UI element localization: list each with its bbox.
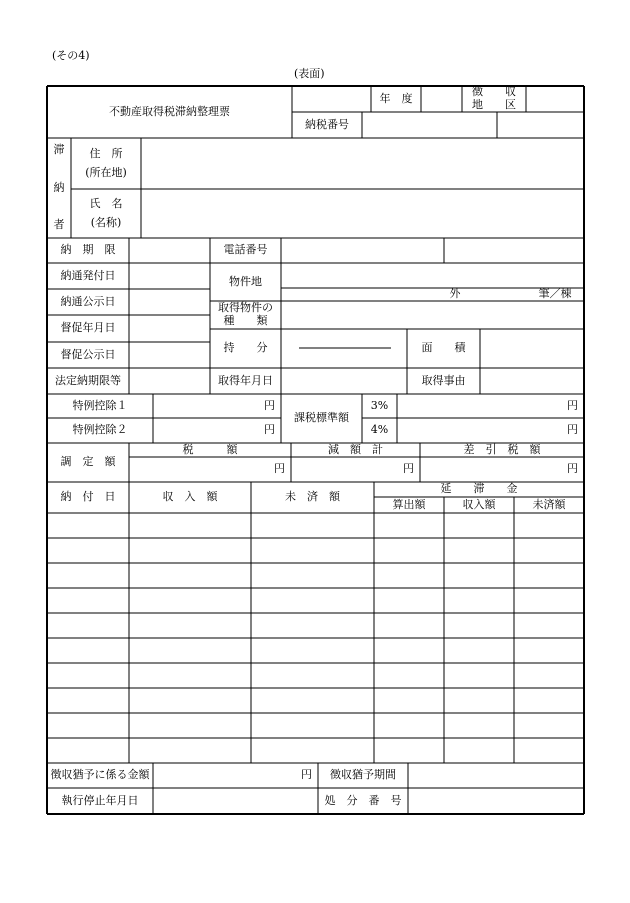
deferral-amount-label: 徴収猶予に係る金額 (50, 768, 150, 782)
delinquent-char-1: 滞 (53, 143, 65, 156)
collection-area-line2: 地 区 (472, 98, 516, 111)
special-deduction-1-label: 特例控除１ (72, 398, 128, 412)
due-date-label: 納 期 限 (60, 243, 116, 257)
delinquent-char-2: 納 (53, 180, 65, 194)
special-deduction-2-label: 特例控除２ (72, 423, 128, 437)
special-deduction-2-yen: 円 (264, 423, 275, 437)
delinquent-party-label (47, 144, 71, 232)
property-type-line1: 取得物件の (218, 301, 273, 315)
tax-amount-yen: 円 (274, 462, 285, 476)
paid-date-header: 納 付 日 (60, 490, 116, 504)
collection-area-line1: 徴 収 (472, 85, 516, 99)
deferral-amount-yen: 円 (301, 768, 312, 782)
notice-date-label: 納通発付日 (60, 268, 116, 282)
parcel-building-label: 筆／棟 (538, 287, 572, 301)
notice-public-label: 納通公示日 (60, 294, 116, 308)
fiscal-year-label: 年 度 (379, 91, 413, 105)
side-label: (表面) (294, 67, 325, 80)
taxpayer-number-label: 納税番号 (305, 117, 349, 131)
acquisition-reason-label: 取得事由 (421, 373, 466, 387)
property-type-label (210, 301, 281, 329)
address-label (71, 138, 141, 189)
outside-label: 外 (449, 287, 461, 301)
name-label (71, 189, 141, 238)
collection-area-label (462, 86, 526, 112)
property-type-line2: 種 類 (223, 314, 268, 327)
form-number: (その4) (52, 49, 90, 62)
late-fee-unpaid-header: 未済額 (532, 497, 566, 511)
delinquent-char-3: 者 (53, 218, 65, 232)
rate-4-label: 4% (370, 423, 389, 437)
deferral-period-label: 徴収猶予期間 (330, 768, 396, 782)
reduction-header: 減 額 計 (328, 442, 383, 456)
tax-amount-header: 税 額 (182, 442, 238, 456)
net-tax-header: 差 引 税 額 (463, 442, 541, 456)
address-main: 住 所 (89, 146, 123, 160)
assessment-label: 調 定 額 (60, 455, 116, 469)
rate-4-yen: 円 (567, 423, 578, 437)
reminder-public-label: 督促公示日 (60, 347, 116, 361)
late-fee-received-header: 収入額 (462, 497, 496, 511)
property-location-label: 物件地 (229, 274, 262, 288)
disposition-number-label: 処 分 番 号 (324, 793, 402, 807)
statutory-due-label: 法定納期限等 (55, 373, 121, 387)
unpaid-header: 未 済 額 (285, 490, 340, 504)
rate-3-yen: 円 (567, 398, 578, 412)
share-label: 持 分 (223, 341, 268, 355)
name-sub: (名称) (90, 215, 122, 229)
reminder-date-label: 督促年月日 (60, 321, 116, 335)
suspension-date-label: 執行停止年月日 (61, 793, 139, 807)
area-label: 面 積 (421, 341, 466, 355)
address-sub: (所在地) (85, 165, 127, 179)
late-fee-header: 延 滞 金 (440, 482, 518, 496)
received-header: 収 入 額 (162, 490, 218, 504)
acquisition-date-label: 取得年月日 (218, 373, 273, 387)
form-title: 不動産取得税滞納整理票 (109, 104, 230, 118)
rate-3-label: 3% (370, 398, 389, 412)
name-main: 氏 名 (89, 196, 123, 210)
special-deduction-1-yen: 円 (264, 398, 275, 412)
net-tax-yen: 円 (567, 462, 578, 476)
phone-label: 電話番号 (223, 243, 268, 257)
late-fee-calculated-header: 算出額 (392, 497, 426, 511)
tax-base-label: 課税標準額 (294, 411, 349, 425)
reduction-yen: 円 (403, 462, 414, 476)
